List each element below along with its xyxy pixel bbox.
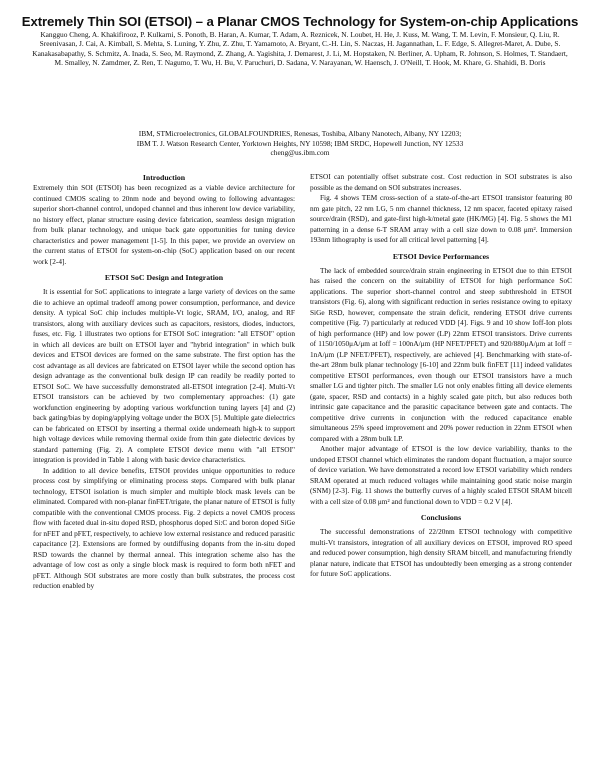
design-heading: ETSOI SoC Design and Integration [104, 273, 224, 282]
introduction-heading: Introduction [142, 173, 186, 182]
tem-figure-text: Fig. 4 shows TEM cross-section of a state-of-the-art ETSOI transistor featuring 80 nm gate pitch, 22 nm LG, 5 nm channel thickness, 12 nm spacer, faceted epitaxy raised source/drain (RSD), and gate-first high-k/metal gate (HK/MG) [4]. Fig. 5 shows the M1 patterning in a dense 6-T SRAM array with a cell size down to 0.08 μm². Immersion 193nm lithography is used for all critical level patterning [4]. [310, 193, 572, 244]
performance-heading: ETSOI Device Performances [392, 251, 490, 261]
affiliation-line-1: IBM, STMicroelectronics, GLOBALFOUNDRIES, Renesas, Toshiba, Albany Nanotech, Albany, NY 12203; [138, 129, 462, 138]
performance-paragraph-2: Another major advantage of ETSOI is the low device variability, thanks to the undoped ETSOI channel which eliminates the random dopant fluctuation, a major source of device variation. We have demonstrated a record low ETSOI variability which renders SRAM operated at much reduced voltages while maintaining good static noise margin (SNM) [2-3]. Fig. 11 shows the butterfly curves of a highly scaled ETSOI SRAM bitcell with a cell size of 0.08 μm² and functional down to VDD = 0.2 V [4]. [310, 444, 572, 506]
design-continued-text: ETSOI can potentially offset substrate cost. Cost reduction in SOI substrates is also possible as the demand on SOI substrates increases. [310, 172, 572, 192]
contact-email: cheng@us.ibm.com [270, 148, 330, 158]
introduction-text: Extremely thin SOI (ETSOI) has been recognized as a viable device architecture for continued CMOS scaling to 20nm node and beyond owing to following advantages: superior short-channel control, undoped channel and thus inherent low device variability, no history effect, planar structure easing device fabrication, seamless design migration from bulk planar technology, and unique back gate opportunities for tuning device characteristics and power management [1-5]. In this paper, we provide an overview on the current status of ETSOI for system-on-chip (SoC) application based on our recent work [2-4]. [33, 183, 295, 266]
conclusions-heading: Conclusions [420, 513, 462, 522]
design-paragraph-1: It is essential for SoC applications to integrate a large variety of devices on the same die to achieve an optimal tradeoff among power consumption, performance, and device density. A typical SoC chip includes multiple-Vt logic, SRAM, I/O, analog, and RF transistors, along with auxiliary devices such as capacitors, resistors, diodes, inductors, fuses, etc. Fig. 1 illustrates two options for ETSOI SoC integration: "all ETSOI" option in which all devices are built on ETSOI layer and "hybrid integration" in which bulk devices and ETSOI devices are formed on the same substrate. The first option has the cost advantage as all devices are fabricated on ETSOI layer while the second option has design advantage as the conventional bulk design IP can readily be readily ported to ETSOI SoC. We have successfully demonstrated all-ETSOI integration [2-4]. Multi-Vt ETSOI transistors can be achieved by two complementary approaches: (1) gate workfunction engineering by adopting various workfunction tuning layers [4] and (2) back gating/bias by doping/applying voltage under the BOX [5]. Multiple gate dielectrics can be fabricated on ETSOI by inserting a thermal oxide underneath high-k to support high voltage devices while removing thermal oxide from thin gate dielectric devices by standard patterning (Fig. 2). A complete ETSOI device menu with "all ETSOI" integration is provided in Table 1 along with basic device characteristics. [33, 287, 295, 464]
right-column [310, 172, 572, 580]
affiliation-line-2: IBM T. J. Watson Research Center, Yorktown Heights, NY 10598; IBM SRDC, Hopewell Junction, NY 12533 [136, 138, 464, 148]
author-list: Kangguo Cheng, A. Khakifirooz, P. Kulkarni, S. Ponoth, B. Haran, A. Kumar, T. Adam, A. Reznicek, N. Loubet, H. He, J. Kuss, M. Wang, T. M. Levin, F. Monsieur, Q. Liu, R. Sreenivasan, J. Cai, A. Kimball, S. Mehta, S. Luning, Y. Zhu, Z. Zhu, T. Yamamoto, A. Bryant, C.-H. Lin, S. Naczas, H. Jagannathan, L. F. Edge, S. Allegret-Maret, A. Dube, S. Kanakasabapathy, S. Schmitz, A. Inada, S. Seo, M. Raymond, Z. Zhang, A. Yagishita, J. Demarest, J. Li, M. Hopstaken, N. Berliner, A. Upham, R. Johnson, S. Holmes, T. Standaert, M. Smalley, N. Zamdmer, Z. Ren, T. Nagumo, T. Wu, H. Bu, V. Paruchuri, D. Sadana, V. Narayanan, W. Haensch, J. O'Neill, T. Hook, M. Khare, G. Shahidi, B. Doris [32, 30, 568, 68]
performance-paragraph-1: The lack of embedded source/drain strain engineering in ETSOI due to thin ETSOI has raised the concern on the suitability of ETSOI for high performance SoC applications. The superior short-channel control and steep subthreshold in ETSOI transistors (Fig. 6), along with significant reduction in series resistance owing to epitaxy SiGe RSD, however, compensate the strain deficit, rendering ETSOI drive currents competitive (Fig. 7) particularly at reduced VDD [4]. Figs. 9 and 10 show Ioff-Ion plots of high performance (HP) and low power (LP) 22nm ETSOI transistors. Drive currents of 1150/1050μA/μm at Ioff = 100nA/μm (HP NFET/PFET) and 920/880μA/μm at Ioff = 1nA/μm (LP NFET/PFET), respectively, are achieved [4]. Benchmarking with state-of-the-art 28nm bulk planar technology [6-10] and 22nm bulk finFET [11] indeed validates competitive ETSOI performances, even though our ETSOI transistors have a much smaller LG and tighter pitch. The smaller LG not only enables fitting all device elements (gate, spacer, RSD and contacts) in a highly scaled gate pitch, but also reduces both intrinsic gate capacitance and the parasitic capacitance between gate and contacts. The competitive drive currents in conjunction with the reduced capacitance enable simultaneous 25% speed improvement and 20% power reduction in 22nm ETSOI when compared with a 28nm bulk LP. [310, 265, 572, 443]
design-paragraph-2: In addition to all device benefits, ETSOI provides unique opportunities to reduce process cost by simplifying or eliminating process steps. Compared with bulk planar technology, ETSOI isolation is much simpler and multiple block mask levels can be eliminated. Compared with non-planar finFET/trigate, the planar nature of ETSOI is fully compatible with the conventional CMOS process. Fig. 2 depicts a novel CMOS process flow with faceted dual in-situ doped RSD, phosphorus doped Si:C and boron doped SiGe for nFET and pFET, respectively, to achieve low external resistance and reduced parasitic capacitance [2]. Extensions are formed by outdiffusing dopants from the in-situ doped RSD towards the channel by thermal anneal. This integration scheme also has the advantage of low cost as only a single block mask is required to form both nFET and pFET. Although SOI substrates are more costly than bulk substrates, the process cost reduction enabled by [33, 465, 296, 590]
left-column [33, 172, 295, 592]
affiliations [20, 129, 580, 158]
conclusions-text: The successful demonstrations of 22/20nm ETSOI technology with competitive multi-Vt transistors, integration of all auxiliary devices on ETSOI, improved RO speed and reduced power consumption, high density SRAM bitcell, and manufacturing friendly planar nature, indicate that ETSOI has undoubtedly been emerging as a strong contender for future SoC applications. [310, 527, 572, 578]
paper-title: Extremely Thin SOI (ETSOI) – a Planar CMOS Technology for System-on-chip Applications [21, 14, 579, 29]
